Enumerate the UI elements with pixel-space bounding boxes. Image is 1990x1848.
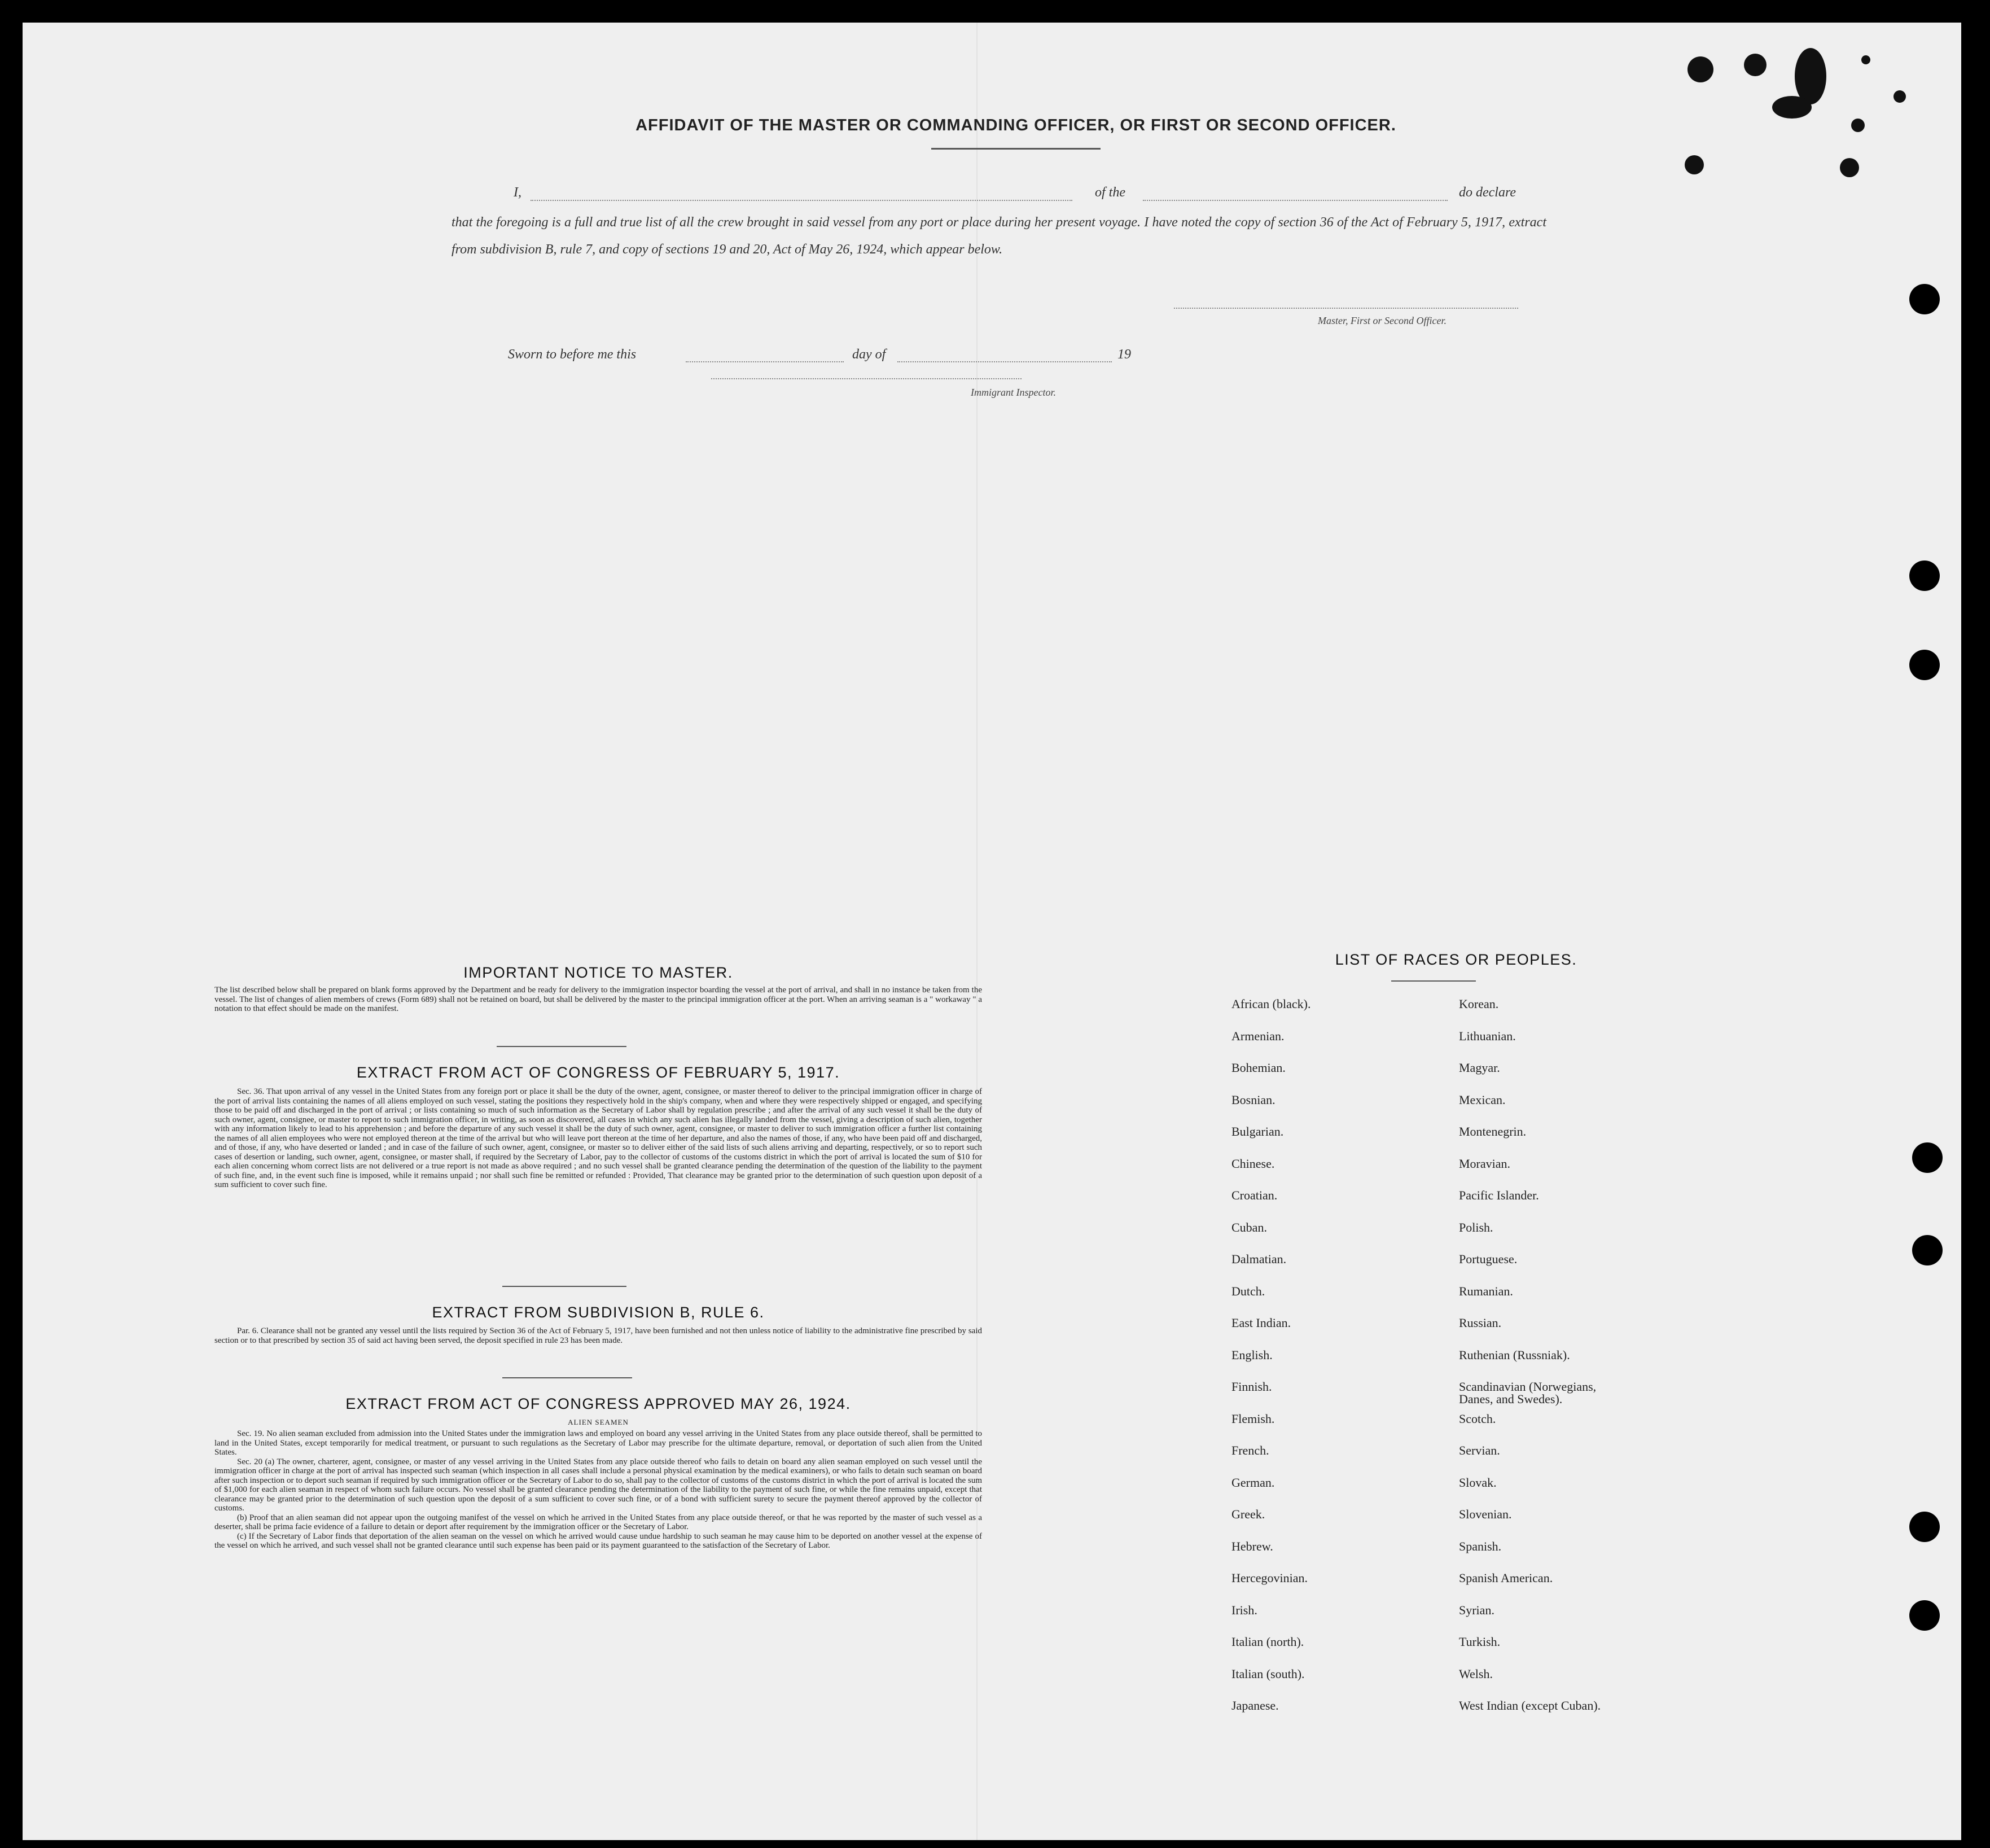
sworn-day-label: day of xyxy=(852,347,886,362)
sec-20b-paragraph: (b) Proof that an alien seaman did not appear upon the outgoing manifest of the vessel on which he arrived in the United States from any place outside thereof, or that he was reported by the master of such vessel as a deserter, shall be prima facie evidence of a failure to detain or deport after requirement by the immigration officer or the Secretary of Labor. xyxy=(214,1513,982,1531)
race-item: German. xyxy=(1231,1475,1275,1490)
punch-hole xyxy=(1912,1142,1943,1173)
vessel-blank-line xyxy=(1143,200,1448,202)
races-column-2 xyxy=(1459,998,1685,1732)
extract-1917-title: EXTRACT FROM ACT OF CONGRESS OF FEBRUARY 5, 1917. xyxy=(356,1064,840,1081)
race-item: Armenian. xyxy=(1231,1028,1285,1043)
notice-text xyxy=(214,986,982,1014)
race-item: Bulgarian. xyxy=(1231,1124,1284,1138)
race-item: Welsh. xyxy=(1459,1666,1493,1681)
extract-1924-title: EXTRACT FROM ACT OF CONGRESS APPROVED MAY 26, 1924. xyxy=(345,1395,851,1412)
race-item: Spanish. xyxy=(1459,1539,1502,1553)
inspector-caption: Immigrant Inspector. xyxy=(971,387,1056,398)
punch-hole xyxy=(1909,284,1940,314)
sworn-prefix: Sworn to before me this xyxy=(508,347,637,362)
divider xyxy=(502,1377,632,1378)
race-item: Slovenian. xyxy=(1459,1507,1512,1521)
ink-blot xyxy=(1840,158,1859,177)
sec-19-paragraph: Sec. 19. No alien seaman excluded from admission into the United States under the immigration laws and employed on board any vessel arriving in the United States from any place outside thereof, shall be permitted to land in the United States, except temporarily for medical treatment, or pursuant to such regulations as the Secretary of Labor may prescribe for the ultimate departure, removal, or deportation of such alien from the United States. xyxy=(214,1429,982,1457)
affidavit-declare-label: do declare xyxy=(1459,185,1516,200)
affidavit-body: that the foregoing is a full and true list of all the crew brought in said vessel from any port or place during her present voyage. I have noted the copy of section 36 of the Act of February 5, 1917, extract from subdivision B, rule 7, and copy of sections 19 and 20, Act of May 26, 1924, which appear below. xyxy=(452,215,1546,257)
race-item: Dalmatian. xyxy=(1231,1252,1287,1266)
ink-blot xyxy=(1795,48,1826,104)
ink-blot xyxy=(1861,55,1870,64)
race-item: Turkish. xyxy=(1459,1635,1501,1649)
alien-seamen-subtitle: ALIEN SEAMEN xyxy=(568,1418,629,1426)
divider xyxy=(502,1286,626,1287)
race-item: Cuban. xyxy=(1231,1220,1267,1234)
sec-20c-paragraph: (c) If the Secretary of Labor finds that deportation of the alien seaman on the vessel on which he arrived would cause undue hardship to such seaman he may cause him to be deported on another vessel at the expense of the vessel on which he arrived, and such vessel shall not be granted clearance until such expense has been paid or its payment guaranteed to the satisfaction of the Secretary of Labor. xyxy=(214,1531,982,1550)
race-item: Servian. xyxy=(1459,1443,1500,1457)
sec-36-paragraph: Sec. 36. That upon arrival of any vessel in the United States from any foreign port or place it shall be the duty of the owner, agent, consignee, or master thereof to deliver to the principal immigration officer in charge of the port of arrival lists containing the names of all aliens employed on such vessel, stating the positions they respectively hold in the ship's company, when and where they were respectively shipped or engaged, and specifying those to be paid off and discharged in the port of arrival ; or lists containing so much of such information as the Secretary of Labor shall by regulation prescribe ; and after the arrival of any such vessel it shall be the duty of such owner, agent, consignee, or master to report to such immigration officer, in writing, as soon as discovered, all cases in which any such alien has illegally landed from the vessel, giving a description of such alien, together with any information likely to lead to his apprehension ; and before the departure of any such vessel it shall be the duty of such owner, agent, consignee, or master to deliver to such immigration officer a further list containing the names of all alien employees who were not employed thereon at the time of the arrival but who will leave port thereon at the time of her departure, and also the names of those, if any, who have been paid off and discharged, and of those, if any, who have deserted or landed ; and in case of the failure of such owner, agent, consignee, or master so to deliver either of the said lists of such aliens arriving and departing, respectively, or so to report such cases of desertion or landing, such owner, agent, consignee, or master shall, if required by the Secretary of Labor, pay to the collector of customs of the customs district in which the port of arrival is located the sum of $10 for each alien concerning whom correct lists are not delivered or a true report is not made as above required ; and no such vessel shall be granted clearance pending the determination of the question of the liability to the payment of such fine, and, in the event such fine is imposed, while it remains unpaid ; nor shall such fine be remitted or refunded : Provided, That clearance may be granted prior to the determination of such question upon deposit of a sum sufficient to cover such fine. xyxy=(214,1087,982,1189)
title-underline xyxy=(931,148,1101,150)
race-item: Polish. xyxy=(1459,1220,1493,1234)
race-item: Italian (south). xyxy=(1231,1666,1305,1681)
punch-hole xyxy=(1909,560,1940,591)
race-item: Slovak. xyxy=(1459,1475,1497,1490)
race-item: Spanish American. xyxy=(1459,1571,1553,1585)
race-item: Russian. xyxy=(1459,1316,1502,1330)
race-item: African (black). xyxy=(1231,997,1311,1011)
race-item: Scandinavian (Norwegians, Danes, and Swedes). xyxy=(1459,1380,1597,1406)
race-item: Rumanian. xyxy=(1459,1284,1513,1298)
ink-blot xyxy=(1685,155,1704,174)
race-item: Montenegrin. xyxy=(1459,1124,1527,1138)
race-item: Ruthenian (Russniak). xyxy=(1459,1347,1570,1362)
race-item: Italian (north). xyxy=(1231,1635,1304,1649)
race-item: Moravian. xyxy=(1459,1156,1511,1171)
race-item: English. xyxy=(1231,1347,1273,1362)
race-item: Bohemian. xyxy=(1231,1061,1286,1075)
punch-hole xyxy=(1912,1235,1943,1265)
signature-caption: Master, First or Second Officer. xyxy=(1318,315,1447,326)
fold-crease xyxy=(976,23,978,1840)
extract-rule6-text xyxy=(214,1326,982,1345)
race-item: East Indian. xyxy=(1231,1316,1291,1330)
race-item: Korean. xyxy=(1459,997,1499,1011)
race-item: Hercegovinian. xyxy=(1231,1571,1308,1585)
races-title: LIST OF RACES OR PEOPLES. xyxy=(1335,951,1577,968)
sworn-day-blank xyxy=(686,361,844,363)
races-column-1 xyxy=(1231,998,1457,1732)
ink-blot xyxy=(1744,54,1767,76)
affidavit-of-the-label: of the xyxy=(1095,185,1125,200)
races-underline xyxy=(1391,980,1476,982)
ink-blot xyxy=(1772,96,1812,119)
race-item: Flemish. xyxy=(1231,1411,1275,1426)
ink-blot xyxy=(1851,119,1865,132)
race-item: Dutch. xyxy=(1231,1284,1265,1298)
race-item: Magyar. xyxy=(1459,1061,1500,1075)
race-item: Scotch. xyxy=(1459,1411,1496,1426)
race-item: Finnish. xyxy=(1231,1380,1272,1394)
sworn-year: 19 xyxy=(1117,347,1131,362)
race-item: Japanese. xyxy=(1231,1698,1279,1713)
signature-line xyxy=(1174,308,1518,309)
race-item: West Indian (except Cuban). xyxy=(1459,1698,1601,1713)
affidavit-i-label: I, xyxy=(514,185,521,200)
race-item: Bosnian. xyxy=(1231,1092,1275,1107)
notice-title: IMPORTANT NOTICE TO MASTER. xyxy=(463,964,733,981)
extract-1924-text xyxy=(214,1429,982,1551)
race-item: Croatian. xyxy=(1231,1188,1278,1202)
punch-hole xyxy=(1909,650,1940,680)
extract-1917-text xyxy=(214,1087,982,1190)
race-item: Mexican. xyxy=(1459,1092,1506,1107)
document-page xyxy=(23,23,1961,1840)
race-item: Greek. xyxy=(1231,1507,1265,1521)
race-item: French. xyxy=(1231,1443,1269,1457)
inspector-line xyxy=(711,378,1022,380)
race-item: Portuguese. xyxy=(1459,1252,1518,1266)
ink-blot xyxy=(1687,56,1713,82)
extract-rule6-title: EXTRACT FROM SUBDIVISION B, RULE 6. xyxy=(432,1304,765,1321)
sec-20a-paragraph: Sec. 20 (a) The owner, charterer, agent, consignee, or master of any vessel arriving in the United States from any place outside thereof who fails to detain on board any alien seaman employed on such vessel until the immigration officer in charge at the port of arrival has inspected such seaman (which inspection in all cases shall include a personal physical examination by the medical examiners), or who fails to detain such seaman on board after such inspection or to deport such seaman if required by such immigration officer or the Secretary of Labor to do so, shall pay to the collector of customs of the customs district in which the port of arrival is located the sum of $1,000 for each alien seaman in respect of whom such failure occurs. No vessel shall be granted clearance pending the determination of the liability to the payment of such fine, or while the fine remains unpaid, except that clearance may be granted prior to the determination of such question upon the deposit of a sum sufficient to cover such fine, or of a bond with sufficient surety to secure the payment thereof approved by the collector of customs. xyxy=(214,1457,982,1513)
ink-blot xyxy=(1893,90,1906,103)
sworn-month-blank xyxy=(897,361,1112,363)
punch-hole xyxy=(1909,1512,1940,1542)
affidavit-title: AFFIDAVIT OF THE MASTER OR COMMANDING OFFICER, OR FIRST OR SECOND OFFICER. xyxy=(635,116,1396,134)
par-6-paragraph: Par. 6. Clearance shall not be granted any vessel until the lists required by Section 36 of the Act of February 5, 1917, have been furnished and not then unless notice of liability to the administrative fine prescribed by said section or to that prescribed by section 35 of said act having been served, the deposit specified in rule 23 has been made. xyxy=(214,1326,982,1345)
notice-paragraph: The list described below shall be prepared on blank forms approved by the Department and be ready for delivery to the immigration inspector boarding the vessel at the port of arrival, and shall in no instance be taken from the vessel. The list of changes of alien members of crews (Form 689) shall not be retained on board, but shall be delivered by the master to the principal immigration officer at the port. When an arriving seaman is a " workaway " a notation to that effect should be made on the manifest. xyxy=(214,986,982,1013)
race-item: Lithuanian. xyxy=(1459,1028,1516,1043)
punch-hole xyxy=(1909,1600,1940,1631)
race-item: Hebrew. xyxy=(1231,1539,1273,1553)
race-item: Chinese. xyxy=(1231,1156,1275,1171)
race-item: Irish. xyxy=(1231,1602,1257,1617)
race-item: Syrian. xyxy=(1459,1602,1494,1617)
name-blank-line xyxy=(531,200,1072,202)
divider xyxy=(497,1046,626,1047)
race-item: Pacific Islander. xyxy=(1459,1188,1539,1202)
